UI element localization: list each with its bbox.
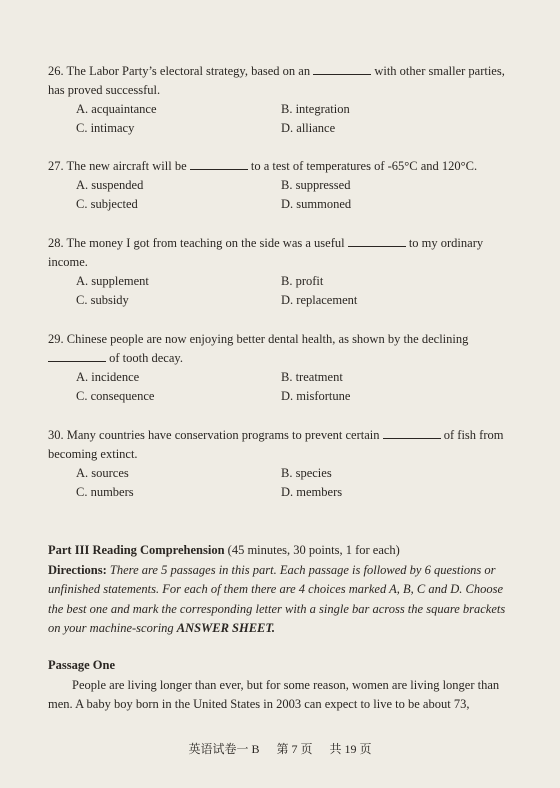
option-c: C. consequence — [76, 389, 155, 403]
question-number: 30. — [48, 428, 64, 442]
part-title: Part III Reading Comprehension — [48, 543, 225, 557]
option-a: A. suspended — [76, 178, 144, 192]
option-c: C. subsidy — [76, 293, 129, 307]
answer-blank — [313, 62, 371, 75]
options — [48, 176, 518, 214]
page-total: 共 19 页 — [329, 742, 372, 756]
option-d: D. misfortune — [281, 389, 351, 403]
option-d: D. members — [281, 485, 343, 499]
option-b: B. suppressed — [281, 178, 351, 192]
question-30 — [48, 426, 518, 502]
stem-before-blank: The Labor Party’s electoral strategy, based on an — [66, 64, 311, 78]
page-number: 第 7 页 — [276, 742, 313, 756]
question-stem — [48, 330, 518, 368]
passage-title: Passage One — [48, 658, 116, 672]
question-stem — [48, 234, 518, 272]
options — [48, 272, 518, 310]
directions-text: There are 5 passages in this part. Each passage is followed by 6 questions or unfinished statements. For each of them there are 4 choices marked A, B, C and D. Choose the best one and mark the corresponding letter with a single bar across the square brackets on your machine-scoring — [48, 562, 506, 635]
directions — [48, 561, 518, 639]
question-26 — [48, 62, 518, 138]
question-number: 28. — [48, 236, 64, 250]
stem-before-blank: Many countries have conservation programs to prevent certain — [66, 428, 380, 442]
stem-before-blank: The money I got from teaching on the side was a useful — [66, 236, 345, 250]
question-stem — [48, 426, 518, 464]
stem-after-blank: of fish from becoming extinct. — [48, 428, 504, 461]
options — [48, 100, 518, 138]
option-a: A. supplement — [76, 274, 149, 288]
option-c: C. intimacy — [76, 121, 135, 135]
part-heading — [48, 541, 518, 561]
stem-after-blank: of tooth decay. — [109, 351, 183, 365]
option-a: A. acquaintance — [76, 102, 157, 116]
part-info: (45 minutes, 30 points, 1 for each) — [227, 543, 400, 557]
option-c: C. subjected — [76, 197, 138, 211]
options — [48, 368, 518, 406]
option-b: B. profit — [281, 274, 324, 288]
stem-before-blank: The new aircraft will be — [66, 159, 187, 173]
question-stem — [48, 62, 518, 100]
passage-one — [48, 656, 518, 715]
question-number: 27. — [48, 159, 64, 173]
answer-blank — [190, 157, 248, 170]
question-27 — [48, 157, 518, 214]
answer-blank — [48, 349, 106, 362]
option-b: B. integration — [281, 102, 350, 116]
option-b: B. treatment — [281, 370, 343, 384]
stem-after-blank: with other smaller parties, has proved successful. — [48, 64, 505, 97]
option-d: D. replacement — [281, 293, 358, 307]
option-d: D. alliance — [281, 121, 336, 135]
stem-after-blank: to a test of temperatures of -65°C and 120°C. — [250, 159, 478, 173]
option-d: D. summoned — [281, 197, 352, 211]
question-stem — [48, 157, 518, 176]
option-c: C. numbers — [76, 485, 134, 499]
page-footer — [0, 740, 560, 757]
stem-before-blank: Chinese people are now enjoying better dental health, as shown by the declining — [66, 332, 469, 346]
directions-answer-sheet: ANSWER SHEET. — [176, 621, 275, 635]
option-b: B. species — [281, 466, 332, 480]
question-number: 29. — [48, 332, 64, 346]
paper-name: 英语试卷一 B — [188, 742, 260, 756]
options — [48, 464, 518, 502]
question-number: 26. — [48, 64, 64, 78]
answer-blank — [383, 426, 441, 439]
question-29 — [48, 330, 518, 406]
part-three — [48, 541, 518, 639]
stem-after-blank: to my ordinary income. — [48, 236, 484, 269]
question-28 — [48, 234, 518, 310]
answer-blank — [348, 234, 406, 247]
passage-text: People are living longer than ever, but for some reason, women are living longer than men. A baby boy born in the United States in 2003 can expect to live to be about 73, — [48, 677, 500, 711]
directions-label: Directions: — [48, 562, 107, 577]
option-a: A. incidence — [76, 370, 140, 384]
option-a: A. sources — [76, 466, 129, 480]
